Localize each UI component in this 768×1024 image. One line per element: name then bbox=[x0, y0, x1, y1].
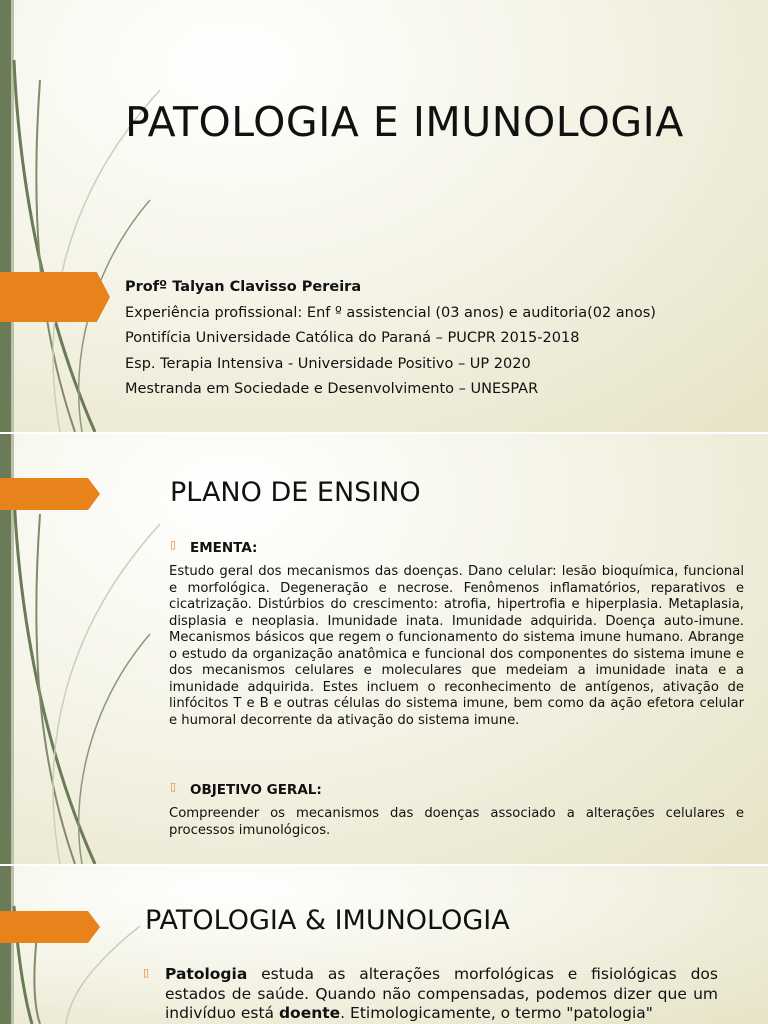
info-line: Experiência profissional: Enf º assistencial (03 anos) e auditoria(02 anos) bbox=[125, 304, 656, 321]
term-doente: doente bbox=[278, 1004, 341, 1022]
objetivo-text: Compreender os mecanismos das doenças associado a alterações celulares e processos imunológicos. bbox=[169, 806, 744, 838]
orange-arrow-marker bbox=[0, 478, 100, 510]
section-title: PATOLOGIA & IMUNOLOGIA bbox=[145, 905, 510, 936]
ementa-heading: EMENTA: bbox=[190, 540, 258, 556]
objetivo-heading: OBJETIVO GERAL: bbox=[190, 782, 322, 798]
paragraph-text: . Etimologicamente, o termo "patologia" bbox=[340, 1004, 653, 1022]
info-line: Esp. Terapia Intensiva - Universidade Positivo – UP 2020 bbox=[125, 355, 531, 372]
page-title: PATOLOGIA E IMUNOLOGIA bbox=[125, 98, 684, 146]
presenter-info bbox=[125, 275, 656, 403]
patologia-paragraph bbox=[165, 965, 718, 1024]
info-line: Pontifícia Universidade Católica do Paraná – PUCPR 2015-2018 bbox=[125, 330, 580, 346]
term-patologia: Patologia bbox=[165, 965, 248, 983]
paragraph-text: estuda as alterações morfológicas e fisiológicas dos estados de saúde. Quando não compensadas, podemos dizer que um indivíduo está bbox=[165, 965, 718, 1022]
presenter-name: Profº Talyan Clavisso Pereira bbox=[125, 279, 362, 295]
section-title: PLANO DE ENSINO bbox=[170, 477, 421, 508]
orange-arrow-marker bbox=[0, 272, 110, 322]
bullet-icon: ▯ bbox=[170, 780, 177, 793]
bullet-icon: ▯ bbox=[143, 966, 150, 979]
info-line: Mestranda em Sociedade e Desenvolvimento – UNESPAR bbox=[125, 381, 539, 397]
orange-arrow-marker bbox=[0, 911, 100, 943]
slide-title bbox=[0, 0, 768, 432]
ementa-text: Estudo geral dos mecanismos das doenças. Dano celular: lesão bioquímica, funcional e morfológica. Degeneração e necrose. Fenômenos inflamatórios, reparativos e cicatrização. Distúrbios do crescimento: atrofia, hipertrofia e hiperplasia. Metaplasia, displasia e neoplasia. Imunidade inata. Imunidade adquirida. Doença auto-imune. Mecanismos básicos que regem o funcionamento do sistema imune humano. Abrange o estudo da organização anatômica e funcional dos componentes do sistema imune e dos mecanismos celulares e moleculares que medeiam a imunidade inata e a imunidade adquirida. Estes incluem o reconhecimento de antígenos, ativação de linfócitos T e B e outras células do sistema imune, bem como da ação efetora celular e humoral decorrente da ativação do sistema imune. bbox=[169, 564, 744, 728]
bullet-icon: ▯ bbox=[170, 538, 177, 551]
